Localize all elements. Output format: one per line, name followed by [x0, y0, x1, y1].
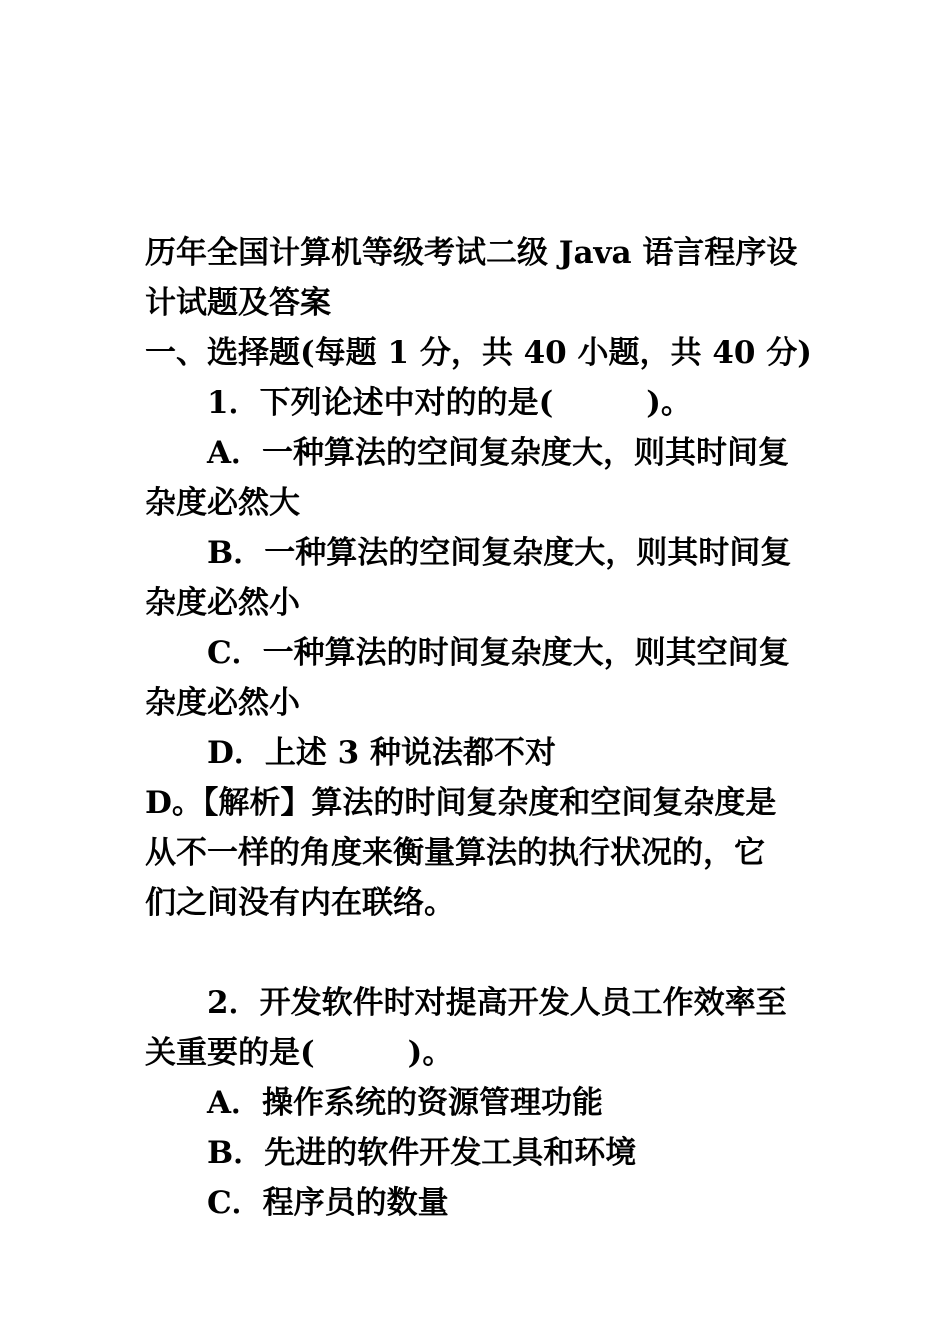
doc-title-line-1: 历年全国计算机等级考试二级 Java 语言程序设: [145, 235, 798, 271]
q2-option-c: C．程序员的数量: [207, 1185, 449, 1221]
q1-option-a-line-2: 杂度必然大: [145, 485, 300, 521]
q2-stem-line-2: 关重要的是( )。: [145, 1035, 454, 1071]
q1-answer-line-1: D。【解析】算法的时间复杂度和空间复杂度是: [145, 785, 777, 821]
q1-answer-line-3: 们之间没有内在联络。: [145, 885, 455, 921]
document-page: [145, 228, 815, 1228]
q1-option-d: D．上述 3 种说法都不对: [207, 735, 557, 771]
q1-option-c-line-2: 杂度必然小: [145, 685, 300, 721]
q2-stem-line-1: 2．开发软件时对提高开发人员工作效率至: [207, 985, 787, 1021]
paragraph-spacer: [145, 928, 815, 978]
q1-option-b-line-1: B．一种算法的空间复杂度大，则其时间复: [207, 535, 792, 571]
section-header: 一、选择题(每题 1 分，共 40 小题，共 40 分): [145, 335, 812, 371]
q1-answer-line-2: 从不一样的角度来衡量算法的执行状况的，它: [145, 835, 765, 871]
q2-option-a: A．操作系统的资源管理功能: [207, 1085, 604, 1121]
q1-option-c-line-1: C．一种算法的时间复杂度大，则其空间复: [207, 635, 790, 671]
q1-stem: 1．下列论述中对的的是( )。: [207, 385, 692, 421]
doc-title-line-2: 计试题及答案: [145, 285, 331, 321]
q1-option-b-line-2: 杂度必然小: [145, 585, 300, 621]
q2-option-b: B．先进的软件开发工具和环境: [207, 1135, 637, 1171]
q1-option-a-line-1: A．一种算法的空间复杂度大，则其时间复: [207, 435, 790, 471]
